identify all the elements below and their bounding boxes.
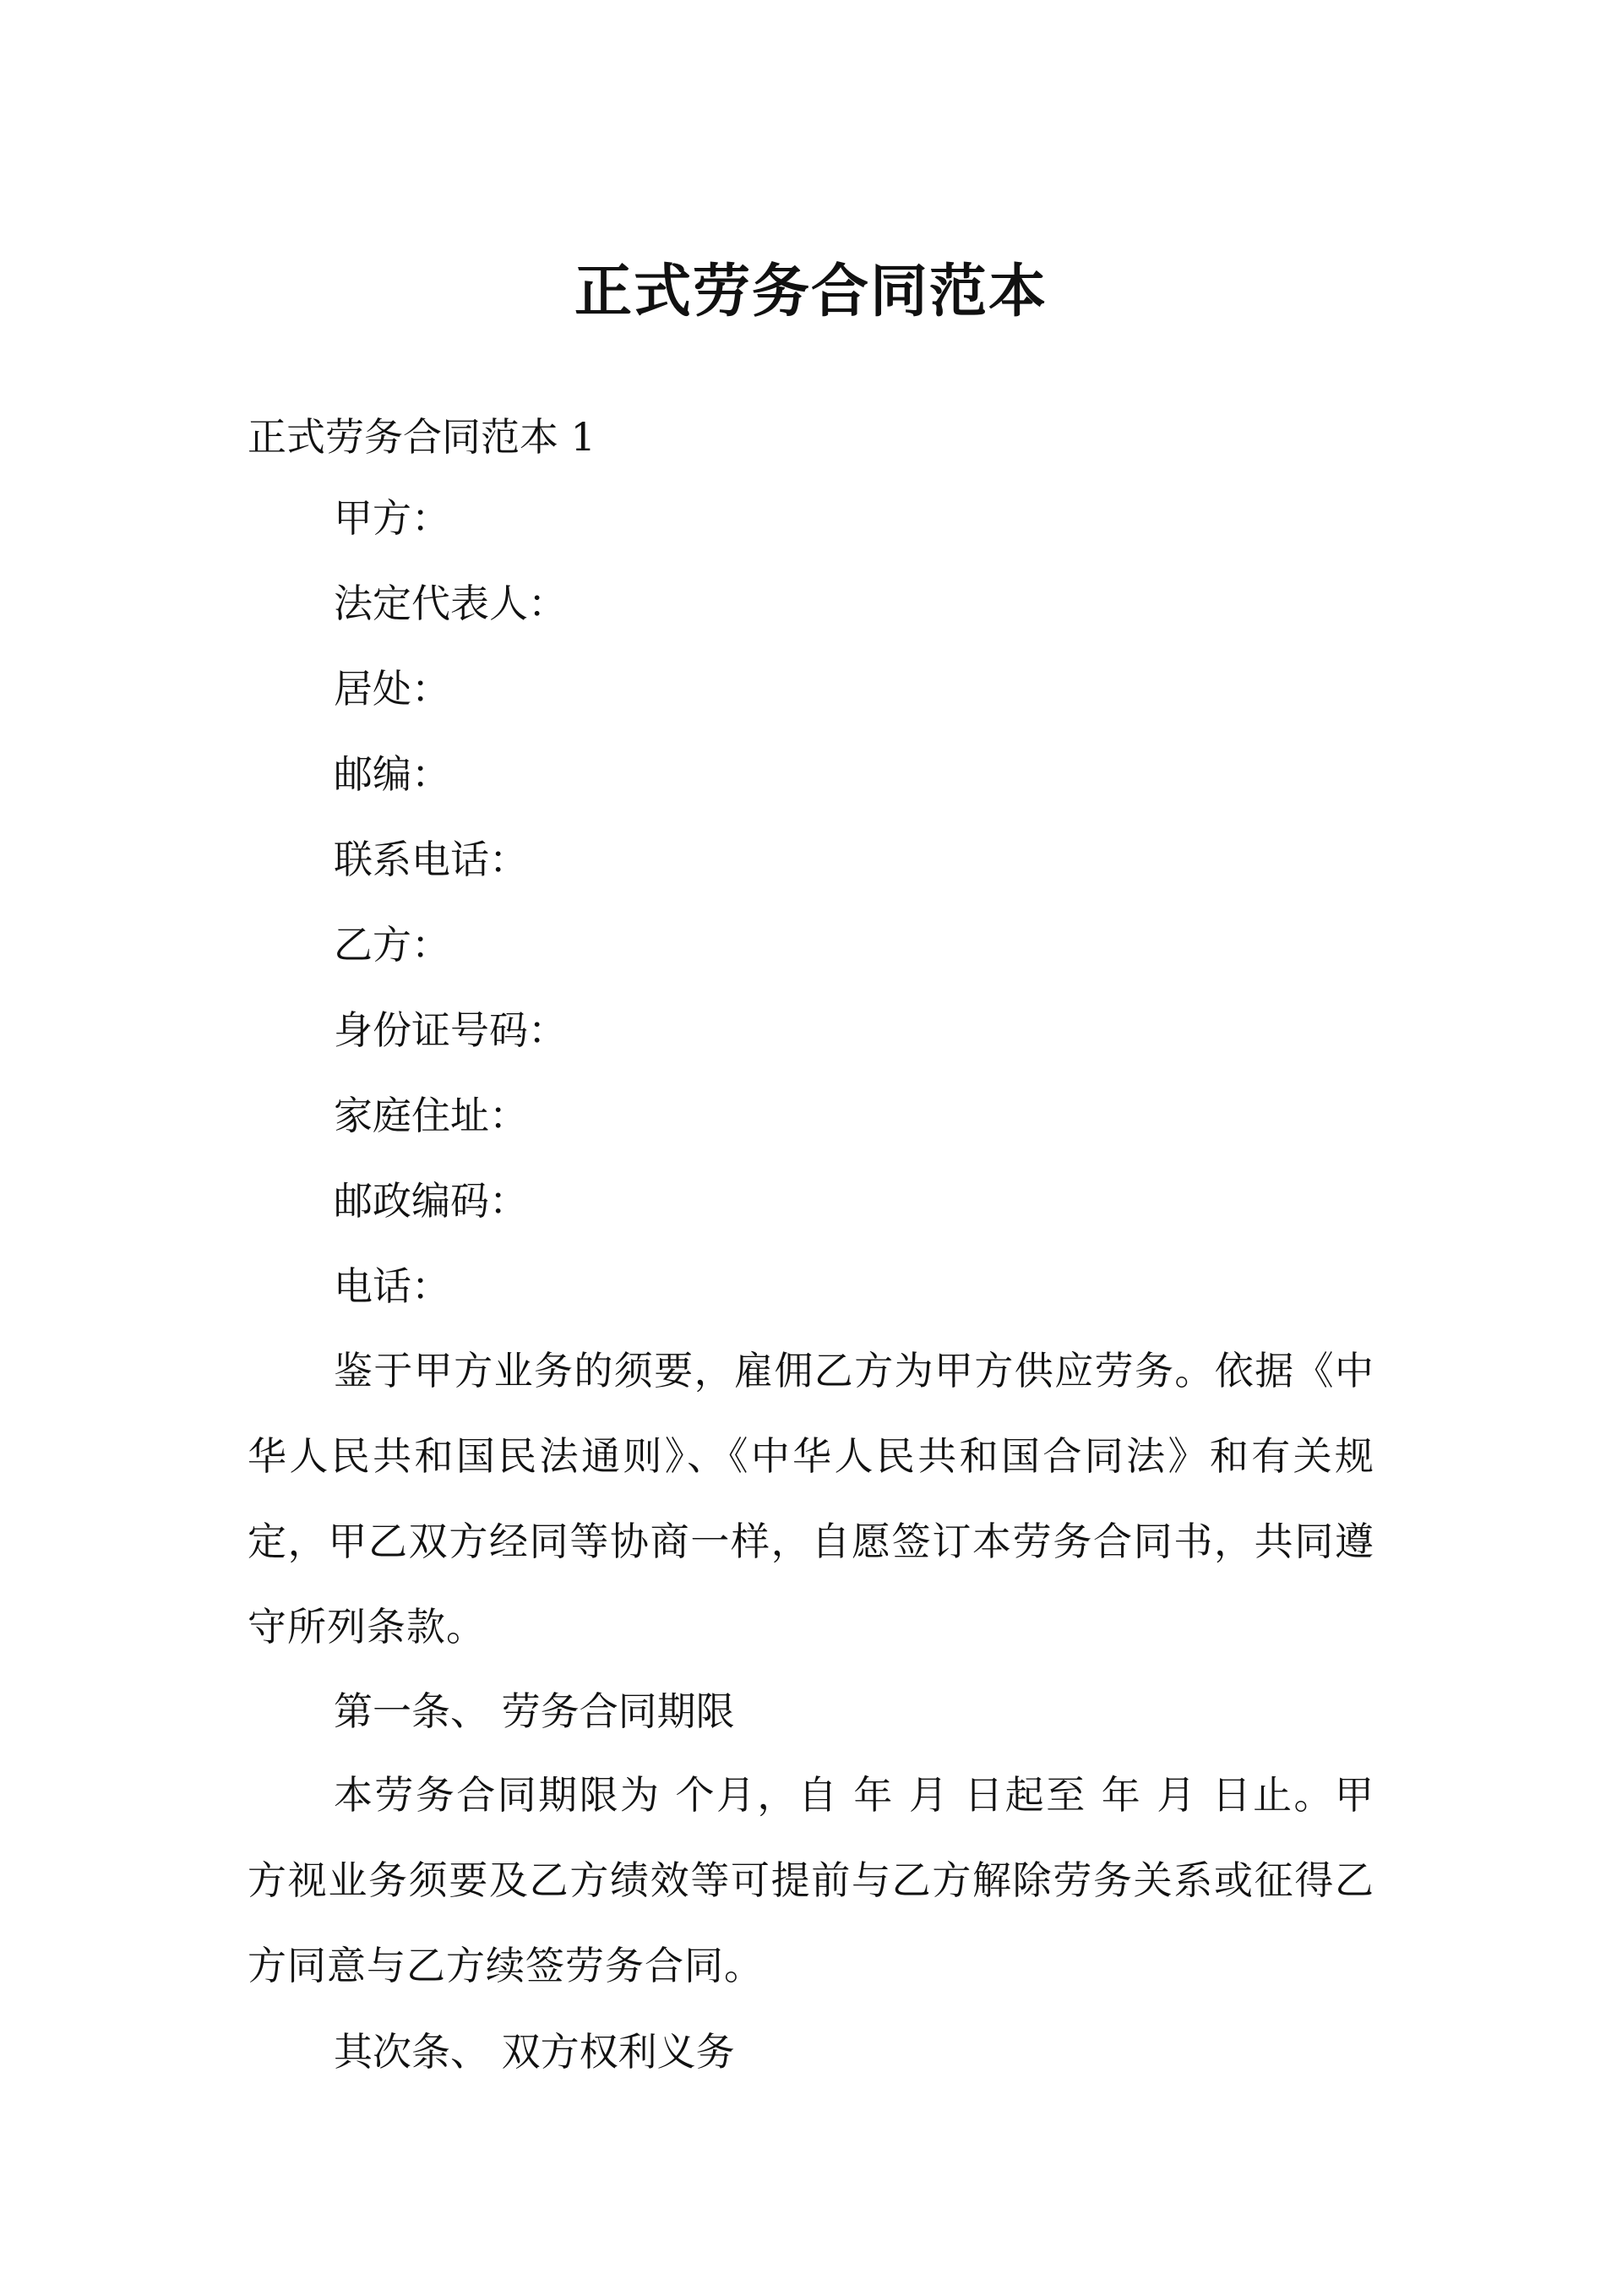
party-a-legal-rep: 法定代表人： — [334, 581, 567, 626]
party-b-phone: 电话： — [334, 1263, 450, 1309]
document-title: 正式劳务合同范本 — [574, 258, 1048, 325]
preamble-paragraph: 鉴于甲方业务的须要，雇佣乙方为甲方供应劳务。依据《中华人民共和国民法通则》、《中华人民共和国合同法》和有关规定，甲乙双方经同等协商一样，自愿签订本劳务合同书，共同遵守所列条款。 — [248, 1348, 1374, 1650]
party-a-label: 甲方： — [334, 495, 450, 541]
article-2-heading: 其次条、 双方权利义务 — [334, 2029, 735, 2075]
party-b-home-address: 家庭住址： — [334, 1093, 528, 1138]
article-1-heading: 第一条、 劳务合同期限 — [334, 1688, 735, 1734]
document-subtitle: 正式劳务合同范本 1 — [248, 414, 596, 460]
party-a-address: 居处： — [334, 666, 450, 712]
party-a-phone: 联系电话： — [334, 837, 528, 882]
article-1-body: 本劳务合同期限为 个月，自 年 月 日起至 年 月 日止。甲方视业务须要及乙方绩效等可提前与乙方解除劳务关系或征得乙方同意与乙方续签劳务合同。 — [248, 1772, 1374, 1988]
party-b-id-number: 身份证号码： — [334, 1007, 567, 1053]
party-b-postcode: 邮政编码： — [334, 1178, 528, 1224]
party-b-label: 乙方： — [334, 922, 450, 968]
party-a-postcode: 邮编： — [334, 751, 450, 797]
